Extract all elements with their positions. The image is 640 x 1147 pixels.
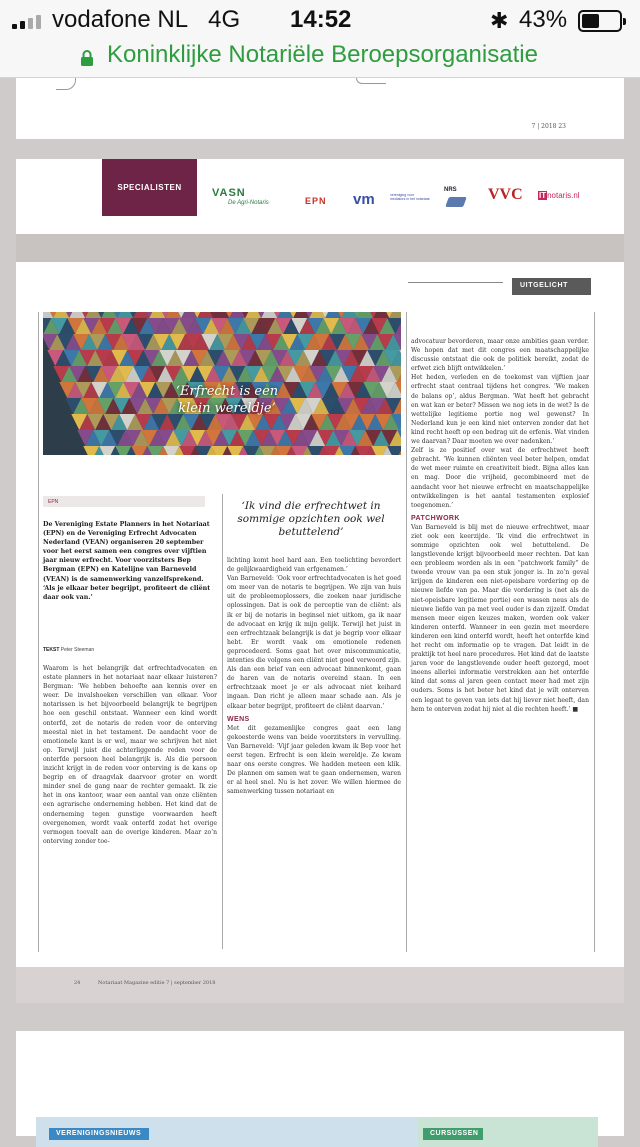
carrier-label: vodafone NL 4G [52, 6, 241, 33]
vm-logo: vm [353, 191, 375, 208]
magazine-page [16, 159, 624, 1003]
vasn-logo: VASN De Agri-Notaris [212, 187, 269, 206]
prev-page-footer: 7 | 2018 23 [531, 123, 566, 130]
page-footer [16, 967, 624, 1003]
body-column-1: Waarom is het belangrijk dat erfrechtadvocaten en estate planners in het notariaat naar elkaar luisteren? Bergman: ‘We hebben behoefte aan kennis over en weer. De invalshoeken verschillen van elkaar. Voor notarissen is het bijvoorbeeld belangrijk te begrijpen hoe een geschil ontstaat. Wanneer een kind wordt onterfd, zet de notaris de reden voor de onterving meestal niet in het testament. De aandacht voor de emotionele kant is er wel, maar we schrijven het niet op. Terwijl juist die achterliggende reden voor de onterfde persoon heel belangrijk is. Als die persoon inzicht krijgt in de reden voor onterving is de kans op begrip en of draagvlak daarvoor groter en wordt minder snel de gang naar de rechter gemaakt. Ik zie het in ons kantoor, waar een aantal van onze cliënten een agrarische onderneming hebben. Het kind dat de onderneming tegen gunstige voorwaarden heeft overgenomen, wordt vaak onterfd zodat het overige vermogen toevalt aan de overige kinderen. Maar zo’n onterving zonder toe- [43, 665, 217, 845]
category-tag: EPN [43, 496, 205, 507]
article-lead: De Vereniging Estate Planners in het Notariaat (EPN) en de Vereniging Erfrecht Advocaten Nederland (VEAN) organiseren 20 september voor het eerst samen een congres over vijftien jaar nieuw erfrecht. Voor voorzitsters Bep Bergman (EPN) en Katelijne van Barneveld (VEAN) is de samenwerking vanzelfsprekend. ‘Als je elkaar beter begrijpt, profiteert de cliënt daar ook van.’ [43, 521, 211, 601]
battery-icon [578, 10, 622, 32]
previous-page [16, 78, 624, 139]
clock: 14:52 [290, 6, 352, 33]
image-quote: ‘Erfrecht is een klein wereldje’ [175, 384, 279, 416]
vm-logo-subtitle: vereniging voor mediators in het notariaat [390, 193, 430, 201]
cursussen-tag: CURSUSSEN [423, 1128, 483, 1140]
column-2-text: lichting komt heel hard aan. Een toelichting bevordert de gelijkwaardigheid van erfgenamen.’ Van Barneveld: ‘Ook voor erfrechtadvocaten is het goed om meer van de notaris te begrijpen. We zijn van huis uit de probleemoplossers, die zoeken naar juridische oplossingen. Dat is ook de perceptie van de cliënt: als ik er bij de notaris in beginsel niet uitkom, ga ik naar de advocaat en krijg ik mijn gelijk. Terwijl het juist in een erfrechtzaak belangrijk is dat je begrip voor elkaar hebt. Er wordt vaak om emotionele redenen geprocedeerd. Soms gaat het over miscommunicatie, intenties die volgens een cliënt niet goed verwoord zijn. Als dan een brief van een advocaat binnenkomt, gaan de haren van de notaris overeind staan. In een erfrechtzaak moet je er als advocaat niet keihard ingaan. Dan richt je alleen maar schade aan. Als je elkaar beter begrijpt, profiteert de cliënt daarvan.’ [227, 557, 401, 710]
lock-icon [80, 50, 94, 66]
site-title[interactable]: Koninklijke Notariële Beroepsorganisatie [107, 41, 538, 68]
byline: TEKST Peter Steeman [43, 647, 95, 653]
page-number: 24 [74, 980, 81, 986]
column-3-text: advocatuur bevorderen, maar onze ambities gaan verder. We hopen dat met dit congres een maatschappelijke discussie ontstaat die ook de politiek bereikt, zodat de erfwet zich blijft ontwikkelen.’ Het heden, verleden en de toekomst van vijftien jaar erfrecht staat centraal tijdens het congres. ‘We maken de balans op’, aldus Bergman. ‘Wat heeft het gebracht en wat kan er beter? Missen we nog iets in de wet? Is de wettelijke legitieme portie nog wel gewenst? In Nederland kun je een kind niet onterven zonder dat het kind recht heeft op een bedrag uit de erfenis. Wat vinden we daarvan? Daar moeten we over nadenken.’ Zelf is ze positief over wat de erfrechtwet heeft gebracht. ‘We kunnen cliënten veel beter helpen, omdat de wet meer ruimte en creativiteit biedt. Bijna alles kan en mag. Door die vrijheid, gecombineerd met de aandacht voor het nieuwe erfrecht en maatschappelijke ontwikkelingen is het aantal testamenten explosief toegenomen.’ [411, 338, 589, 509]
column-3-text-b: Van Barneveld is blij met de nieuwe erfrechtwet, maar ziet ook een keerzijde. ‘Ik vind die erfrechtwet in sommige opzichten ook wel betuttelend. De langstlevende krijgt bijvoorbeeld meer rechten. Dat kan een probleem worden als in een “patchwork family” de tweede vrouw van pa een stuk jonger is. In zo’n geval krijgen de kinderen een niet-opeisbare vordering op de nieuwe liefde van pa. Maar die vordering is (net als de niet-opeisbare legitieme portie) een wassen neus als de nieuwe liefde van pa met veel ouder is dan zijzelf. Omdat mensen meer eigen keuzes maken, worden ook vaker kinderen onterfd. Wanneer in een gezin met meerdere kinderen een kind onterfd wordt, heeft het onterfde kind het recht om informatie op te vragen. Dat leidt in de praktijk tot heel nare procedures. Het kind dat de laatste jaren voor de langstlevende ouder heeft gezorgd, moet ineens allerlei informatie verstrekken aan het onterfde kind dat soms al jaren geen contact meer had met zijn ouders. Soms is het beter het kind dat je wilt onterven een legaat te geven van iets dat hij liever niet heeft, dan hem te onterven zodat hij niet al die rechten heeft.’ ■ [411, 523, 589, 713]
bluetooth-icon: ✱ [490, 8, 509, 33]
column-2-text-b: Met dit gezamenlijke congres gaat een lang gekoesterde wens van beide voorzitsters in vervulling. Van Barneveld: ‘Vijf jaar geleden kwam ik Bep voor het eerst tegen. Erfrecht is een klein wereldje. Ze kwam naar ons eerste congres. We hadden meteen een klik. De plannen om samen wat te gaan ondernemen, waren er al heel snel. Nu is het zover. We willen hiermee de samenwerking tussen notariaat en [227, 724, 401, 796]
network-label: 4G [208, 6, 241, 33]
section-label: SPECIALISTEN [102, 159, 197, 216]
subheading-wens: WENS [227, 715, 250, 723]
body-column-2 [227, 556, 401, 796]
verenigingsnieuws-tag: VERENIGINGSNIEUWS [49, 1128, 149, 1140]
subheading-patchwork: PATCHWORK [411, 514, 460, 522]
address-bar[interactable] [0, 40, 640, 78]
vvc-logo: VVC [488, 186, 523, 203]
next-page [16, 1031, 624, 1136]
pull-quote: ‘Ik vind die erfrechtwet in sommige opzichten ook wel betuttelend’ [237, 500, 385, 538]
itnotaris-logo: ITnotaris.nl [539, 191, 580, 200]
status-bar [0, 0, 640, 40]
uitgelicht-tag: UITGELICHT [512, 278, 591, 295]
magazine-title: Notariaat Magazine editie 7 | september 2018 [98, 980, 216, 986]
body-column-3 [411, 337, 589, 714]
epn-logo: EPN [305, 196, 327, 206]
battery-percent: 43% [519, 6, 568, 33]
signal-strength-icon [12, 13, 41, 29]
nrs-logo: NRS [444, 187, 470, 209]
